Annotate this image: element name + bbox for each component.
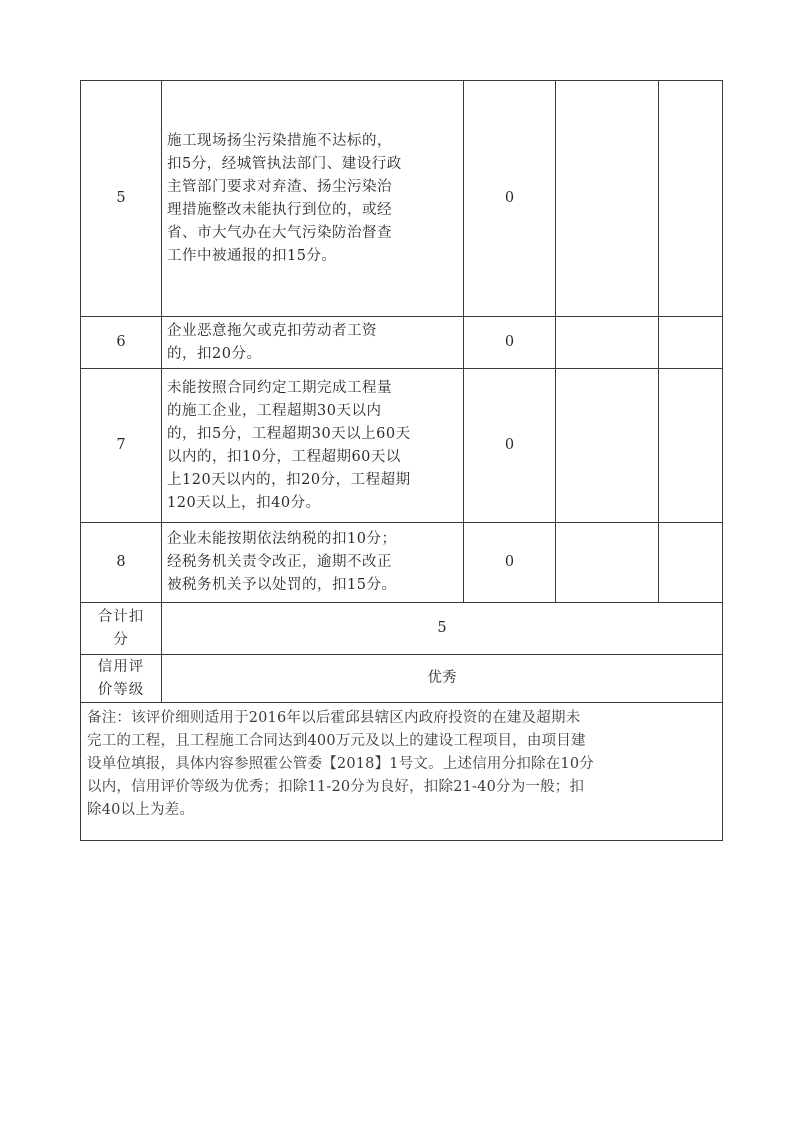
note-cell xyxy=(81,703,723,841)
total-value: 5 xyxy=(162,603,723,655)
item-number: 5 xyxy=(81,81,162,317)
table-row xyxy=(81,369,723,523)
description-line: 的，扣20分。 xyxy=(167,345,262,362)
item-number: 6 xyxy=(81,317,162,369)
total-row xyxy=(81,603,723,655)
grade-label-line: 信用评 xyxy=(97,658,145,675)
item-score: 0 xyxy=(464,369,556,523)
grade-row xyxy=(81,655,723,703)
empty-cell xyxy=(659,317,723,369)
description-line: 以内的，扣10分，工程超期60天以 xyxy=(167,448,401,465)
note-line: 完工的工程，且工程施工合同达到400万元及以上的建设工程项目，由项目建 xyxy=(87,733,586,749)
empty-cell xyxy=(659,523,723,603)
item-number: 7 xyxy=(81,369,162,523)
note-row xyxy=(81,703,723,841)
table-row xyxy=(81,81,723,317)
empty-cell xyxy=(659,369,723,523)
empty-cell xyxy=(556,81,659,317)
total-label-line: 分 xyxy=(113,631,129,648)
description-line: 工作中被通报的扣15分。 xyxy=(167,247,337,264)
description-line: 省、市大气办在大气污染防治督查 xyxy=(167,224,392,241)
empty-cell xyxy=(556,523,659,603)
note-line: 设单位填报，具体内容参照霍公管委【2018】1号文。上述信用分扣除在10分 xyxy=(87,756,594,772)
description-line: 的，扣5分，工程超期30天以上60天 xyxy=(167,425,411,442)
table-row xyxy=(81,523,723,603)
item-description xyxy=(162,81,464,317)
description-line: 企业恶意拖欠或克扣劳动者工资 xyxy=(167,322,377,339)
item-score: 0 xyxy=(464,523,556,603)
description-line: 未能按照合同约定工期完成工程量 xyxy=(167,379,392,396)
description-line: 上120天以内的，扣20分，工程超期 xyxy=(167,471,411,488)
grade-value: 优秀 xyxy=(162,655,723,703)
deduction-table xyxy=(80,80,723,841)
evaluation-sheet xyxy=(80,80,722,841)
description-line: 理措施整改未能执行到位的，或经 xyxy=(167,201,392,218)
item-number: 8 xyxy=(81,523,162,603)
empty-cell xyxy=(556,317,659,369)
item-score: 0 xyxy=(464,317,556,369)
item-description xyxy=(162,317,464,369)
item-description xyxy=(162,369,464,523)
item-description xyxy=(162,523,464,603)
grade-label xyxy=(81,655,162,703)
total-label-line: 合计扣 xyxy=(97,608,145,625)
note-line: 备注：该评价细则适用于2016年以后霍邱县辖区内政府投资的在建及超期未 xyxy=(87,710,581,726)
description-line: 120天以上，扣40分。 xyxy=(167,494,321,511)
note-line: 除40以上为差。 xyxy=(87,802,195,818)
grade-label-line: 价等级 xyxy=(97,681,145,698)
table-row xyxy=(81,317,723,369)
description-line: 施工现场扬尘污染措施不达标的， xyxy=(167,132,392,149)
empty-cell xyxy=(659,81,723,317)
note-line: 以内，信用评价等级为优秀；扣除11-20分为良好，扣除21-40分为一般；扣 xyxy=(87,779,585,795)
description-line: 企业未能按期依法纳税的扣10分； xyxy=(167,531,397,547)
description-line: 扣5分，经城管执法部门、建设行政 xyxy=(167,155,402,172)
description-line: 主管部门要求对弃渣、扬尘污染治 xyxy=(167,178,392,195)
description-line: 被税务机关予以处罚的，扣15分。 xyxy=(167,577,397,593)
total-label xyxy=(81,603,162,655)
item-score: 0 xyxy=(464,81,556,317)
description-line: 的施工企业，工程超期30天以内 xyxy=(167,402,382,419)
description-line: 经税务机关责令改正，逾期不改正 xyxy=(167,554,392,570)
empty-cell xyxy=(556,369,659,523)
